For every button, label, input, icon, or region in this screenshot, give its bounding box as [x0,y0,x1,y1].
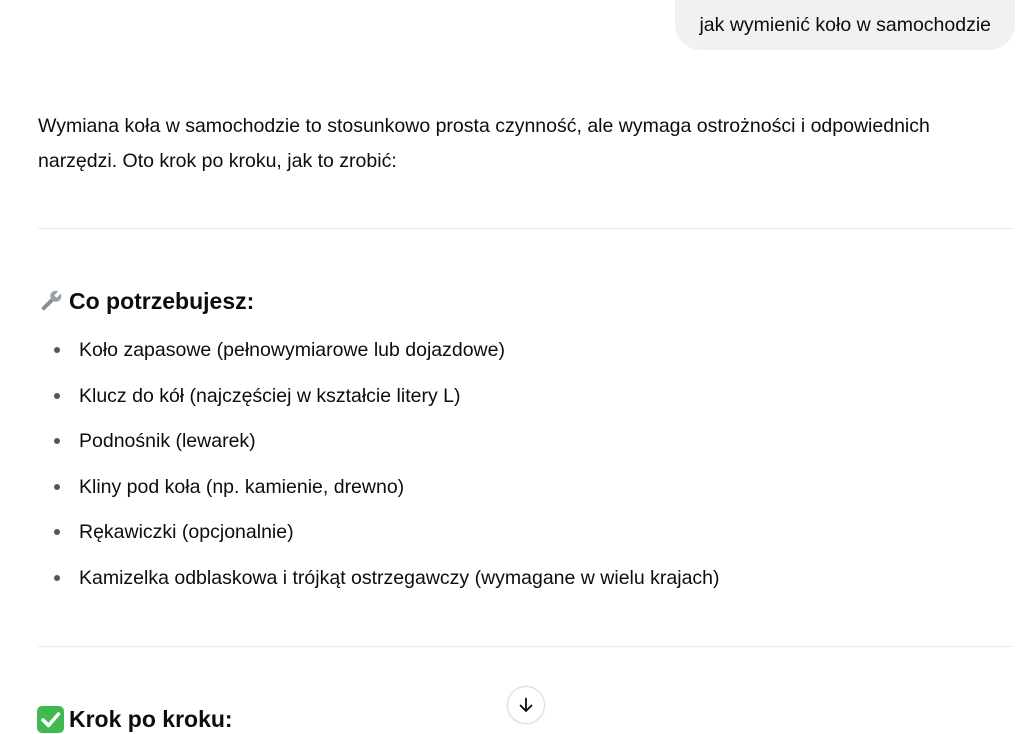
list-item-text: Koło zapasowe (pełnowymiarowe lub dojazdowe) [79,339,505,361]
user-message-text: jak wymienić koło w samochodzie [699,14,991,36]
check-mark-icon [37,706,64,733]
section-title-steps: Krok po kroku: [69,706,233,732]
scroll-to-bottom-button[interactable] [507,686,545,724]
list-item-text: Kamizelka odblaskowa i trójkąt ostrzegawczy (wymagane w wielu krajach) [79,566,720,589]
list-item-text: Podnośnik (lewarek) [79,430,256,453]
wrench-icon [37,288,64,315]
section-divider [38,646,1014,647]
user-message-bubble [675,0,1015,50]
bullet [54,529,60,535]
arrow-down-icon [517,696,535,714]
list-item [0,468,720,514]
list-item [0,422,720,468]
bullet [54,575,60,581]
list-item-text: Kliny pod koła (np. kamienie, drewno) [79,475,405,498]
bullet [54,393,60,399]
assistant-intro-paragraph: Wymiana koła w samochodzie to stosunkowo prosta czynność, ale wymaga ostrożności i odpowiednich narzędzi. Oto krok po kroku, jak to zrobić: [38,115,930,172]
list-item-text: Klucz do kół (najczęściej w kształcie litery L) [79,384,461,407]
section-divider [38,228,1014,229]
tools-list [0,331,720,605]
list-item [0,513,720,559]
list-item-text: Rękawiczki (opcjonalnie) [79,521,294,544]
list-item [0,559,720,605]
section-heading-steps [37,704,233,734]
bullet [54,484,60,490]
list-item [0,377,720,423]
bullet [54,438,60,444]
list-item [0,331,720,377]
section-title-tools: Co potrzebujesz: [69,288,255,314]
section-heading-tools [37,286,254,316]
bullet [54,347,60,353]
